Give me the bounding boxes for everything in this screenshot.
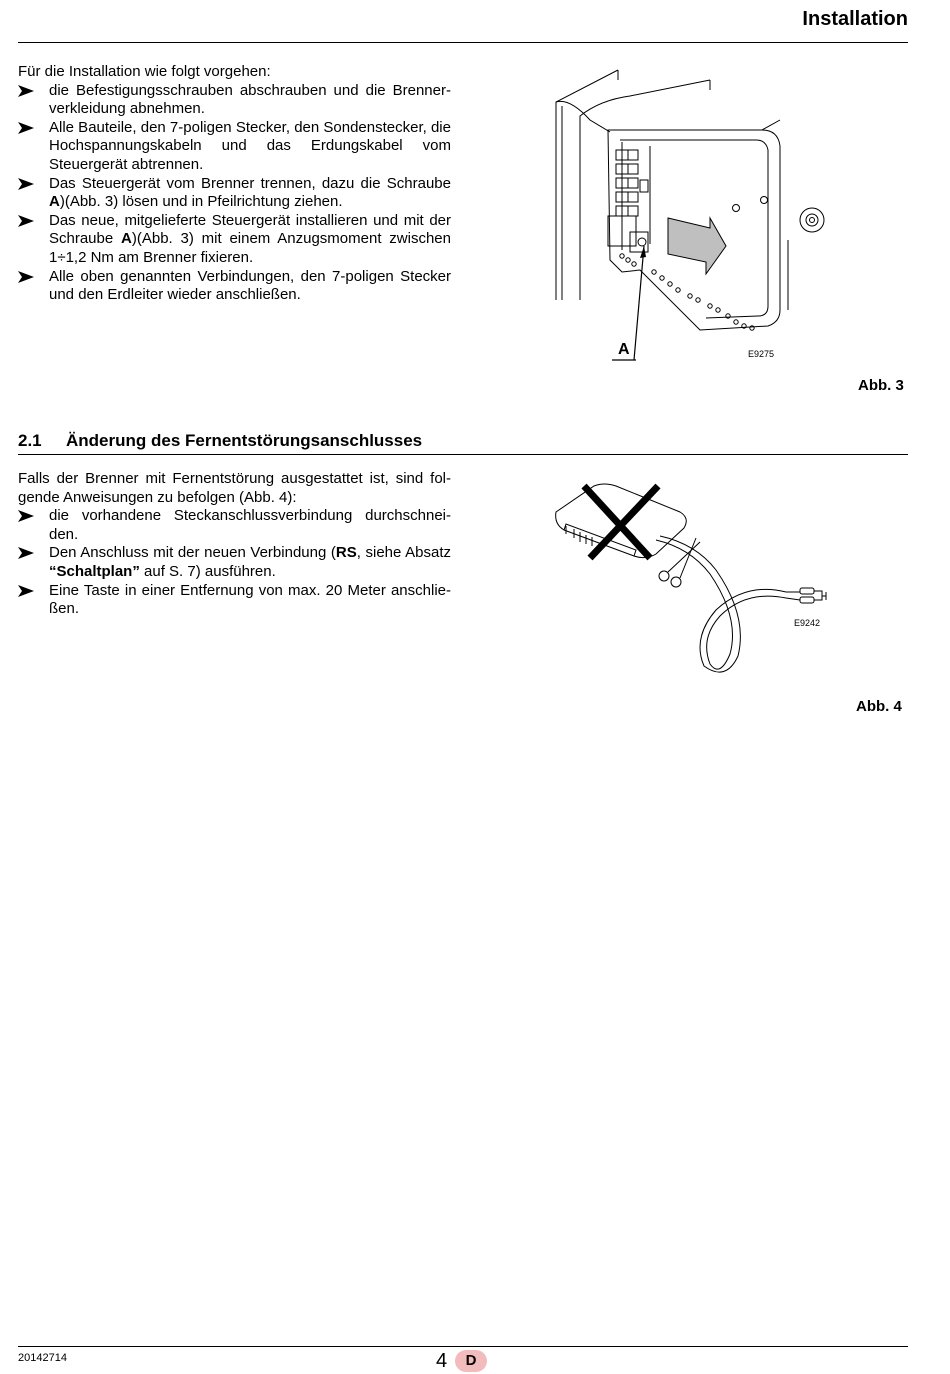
arrow-bullet-icon xyxy=(18,547,34,559)
arrow-bullet-icon xyxy=(18,178,34,190)
section-heading xyxy=(18,431,422,451)
installation-steps xyxy=(18,82,451,305)
installation-step: Alle oben genannten Verbindungen, den 7-poligen Stecker und den Erdleiter wieder anschließen. xyxy=(18,268,451,305)
section-steps xyxy=(18,507,451,619)
section-step: die vorhandene Steckanschlussverbindung durchschnei-den. xyxy=(18,507,451,544)
language-badge: D xyxy=(455,1350,487,1372)
installation-step: Alle Bauteile, den 7-poligen Stecker, den Sondenstecker, die Hochspannungskabeln und das Erdungskabel vom Steuergerät abtrennen. xyxy=(18,119,451,175)
section-text xyxy=(18,470,451,619)
installation-step: die Befestigungsschrauben abschrauben und die Brenner-verkleidung abnehmen. xyxy=(18,82,451,119)
installation-step: Das neue, mitgelieferte Steuergerät installieren und mit der Schraube A)(Abb. 3) mit einem Anzugsmoment zwischen 1÷1,2 Nm am Brenner fixieren. xyxy=(18,212,451,268)
figure-3-control-unit-drawing xyxy=(550,60,850,370)
figure-4-cut-cable-drawing xyxy=(550,478,840,683)
footer-doc-code: 20142714 xyxy=(18,1352,67,1364)
section-step: Eine Taste in einer Entfernung von max. 20 Meter anschlie-ßen. xyxy=(18,582,451,619)
section-rule xyxy=(18,454,908,455)
section-number: 2.1 xyxy=(18,431,42,450)
arrow-bullet-icon xyxy=(18,510,34,522)
page-number: 4 xyxy=(436,1350,448,1372)
installation-step: Das Steuergerät vom Brenner trennen, dazu die Schraube A)(Abb. 3) lösen und in Pfeilrichtung ziehen. xyxy=(18,175,451,212)
section-step: Den Anschluss mit der neuen Verbindung (RS, siehe Absatz “Schaltplan” auf S. 7) ausführen. xyxy=(18,544,451,581)
figure-3-code: E9275 xyxy=(748,349,775,359)
arrow-bullet-icon xyxy=(18,215,34,227)
section-intro: Falls der Brenner mit Fernentstörung ausgestattet ist, sind fol-gende Anweisungen zu befolgen (Abb. 4): xyxy=(18,470,451,506)
section-title: Änderung des Fernentstörungsanschlusses xyxy=(66,431,423,450)
arrow-bullet-icon xyxy=(18,271,34,283)
installation-intro: Für die Installation wie folgt vorgehen: xyxy=(18,63,271,80)
installation-text xyxy=(18,63,451,305)
figure-4-code: E9242 xyxy=(794,618,821,628)
footer-rule xyxy=(18,1346,908,1347)
figure-3-caption: Abb. 3 xyxy=(858,377,904,394)
header-rule xyxy=(18,42,908,43)
arrow-bullet-icon xyxy=(18,85,34,97)
arrow-bullet-icon xyxy=(18,585,34,597)
page-header-title: Installation xyxy=(802,8,908,30)
arrow-bullet-icon xyxy=(18,122,34,134)
figure-3-label-a: A xyxy=(618,341,630,358)
figure-4-caption: Abb. 4 xyxy=(856,698,902,715)
